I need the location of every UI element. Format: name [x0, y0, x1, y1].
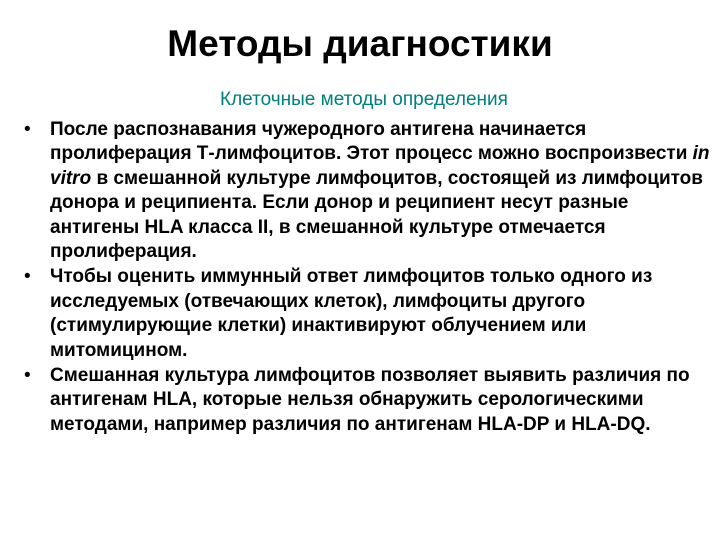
bullet-text: Смешанная культура лимфоцитов позволяет выявить различия по антигенам HLA, которые нельзя обнаружить серологическими методами, например различия по антигенам HLA-DP и HLA-DQ. — [50, 365, 690, 435]
bullet-item — [20, 118, 714, 264]
bullet-marker: • — [24, 119, 31, 140]
bullet-text-italic: in vitro — [50, 143, 710, 189]
bullet-item — [20, 265, 714, 363]
bullet-item — [20, 364, 714, 437]
bullet-list — [20, 118, 714, 438]
bullet-marker: • — [24, 266, 31, 288]
slide-subtitle: Клеточные методы определения — [220, 89, 508, 110]
bullet-text-part: После распознавания чужеродного антигена начинается пролиферация Т-лимфоцитов. Этот процесс можно воспроизвести — [50, 119, 693, 165]
bullet-text-part: в смешанной культуре лимфоцитов, состоящей из лимфоцитов донора и реципиента. Если донор и реципиент несут разные антигены HLA класса II, в смешанной культуре отмечается пролиферация. — [50, 167, 703, 263]
bullet-marker: • — [24, 365, 31, 387]
bullet-text: Чтобы оценить иммунный ответ лимфоцитов только одного из исследуемых (отвечающих клеток), лимфоциты другого (стимулирующие клетки) инактивируют облучением или митомицином. — [50, 266, 653, 361]
bullet-text — [50, 119, 710, 262]
slide-title: Методы диагностики — [167, 23, 553, 64]
